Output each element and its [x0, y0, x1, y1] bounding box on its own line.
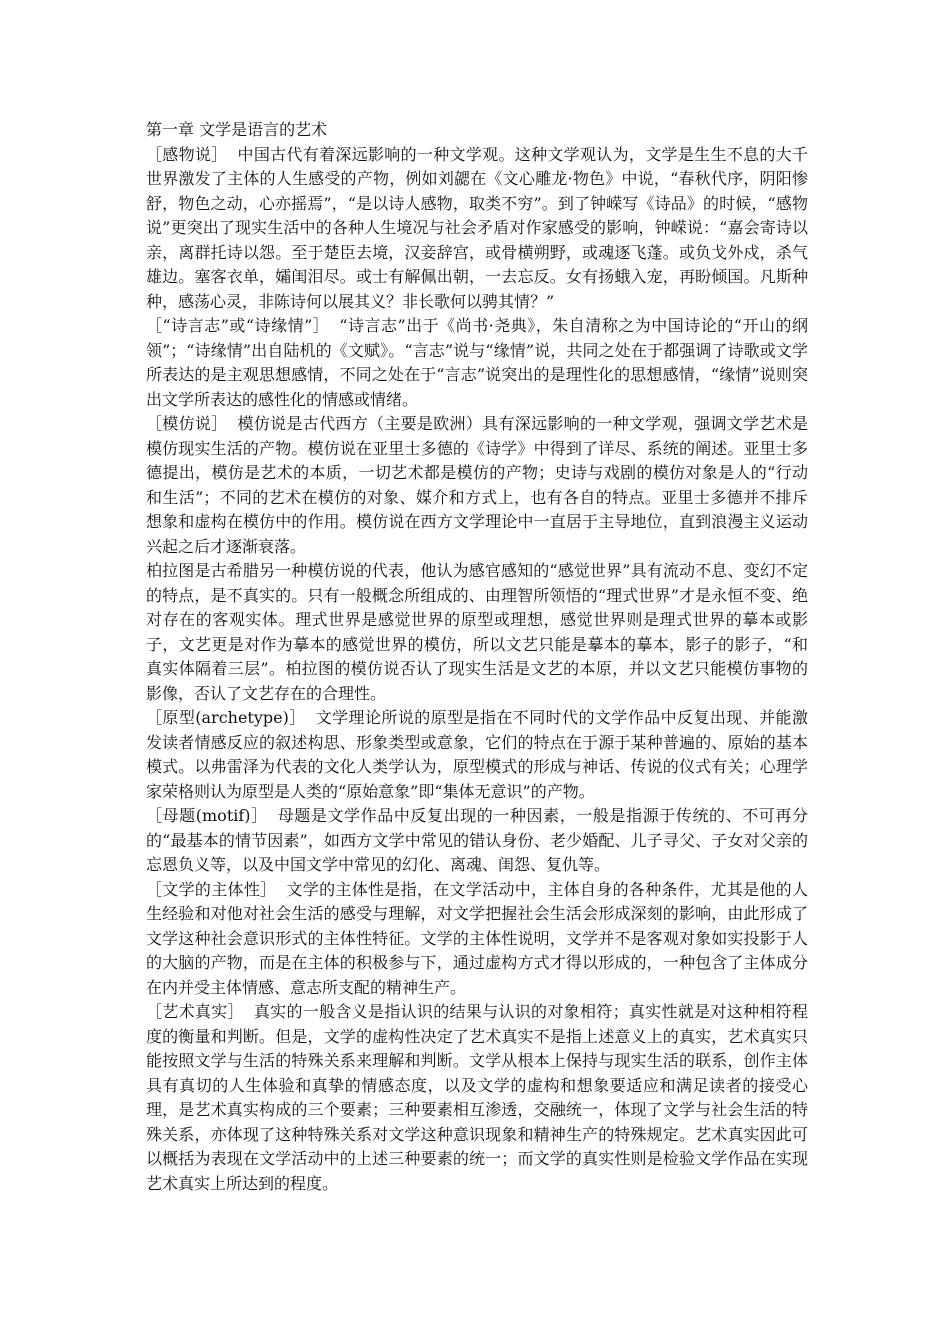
term-label: ［“诗言志”或“诗缘情”］: [146, 316, 330, 335]
section-text: 中国古代有着深远影响的一种文学观。这种文学观认为，文学是生生不息的大千世界激发了主体的人生感受的产物，例如刘勰在《文心雕龙·物色》中说，“春秋代序，阴阳惨舒，物色之动，心亦摇焉”，“是以诗人感物，取类不穷”。到了钟嵘写《诗品》的时候，“感物说”更突出了现实生活中的各种人生境况与社会矛盾对作家感受的影响，钟嵘说：“嘉会寄诗以亲，离群托诗以怨。至于楚臣去境，汉妾辞宫，或骨横朔野，或魂逐飞蓬。或负戈外戍，杀气雄边。塞客衣单，孀闺泪尽。或士有解佩出朝，一去忘反。女有扬蛾入宠，再盼倾国。凡斯种种，感荡心灵，非陈诗何以展其义？非长歌何以骋其情？”: [146, 144, 808, 311]
section-text: 柏拉图是古希腊另一种模仿说的代表，他认为感官感知的“感觉世界”具有流动不息、变幻不定的特点，是不真实的。只有一般概念所组成的、由理智所领悟的“理式世界”才是永恒不变、绝对存在的客观实体。理式世界是感觉世界的原型或理想，感觉世界则是理式世界的摹本或影子，文艺更是对作为摹本的感觉世界的模仿，所以文艺只能是摹本的摹本，影子的影子，“和真实体隔着三层”。柏拉图的模仿说否认了现实生活是文艺的本原，并以文艺只能模仿事物的影像，否认了文艺存在的合理性。: [146, 561, 808, 703]
term-label: ［艺术真实］: [146, 1002, 244, 1021]
section-text: 文学理论所说的原型是指在不同时代的文学作品中反复出现、并能激发读者情感反应的叙述构思、形象类型或意象，它们的特点在于源于某种普遍的、原始的基本模式。以弗雷泽为代表的文化人类学认为，原型模式的形成与神话、传说的仪式有关；心理学家荣格则认为原型是人类的“原始意象”即“集体无意识”的产物。: [146, 708, 808, 801]
section-artistic-truth: [146, 1000, 808, 1196]
section-text: 母题是文学作品中反复出现的一种因素，一般是指源于传统的、不可再分的“最基本的情节因素”，如西方文学中常见的错认身份、老少婚配、儿子寻父、子女对父亲的忘恩负义等，以及中国文学中常见的幻化、离魂、闺怨、复仇等。: [146, 806, 808, 874]
section-plato-paragraph: [146, 559, 808, 706]
chapter-title: 第一章 文学是语言的艺术: [146, 120, 328, 139]
term-label: ［感物说］: [146, 144, 228, 164]
term-label: ［文学的主体性］: [146, 879, 277, 899]
document-page: [146, 118, 808, 1196]
section-motif: [146, 804, 808, 878]
term-label: ［模仿说］: [146, 414, 228, 433]
term-label: ［母题(motif)］: [146, 806, 268, 825]
term-label: ［原型(archetype)］: [146, 708, 306, 727]
section-text: “诗言志”出于《尚书·尧典》，朱自清称之为中国诗论的“开山的纲领”；“诗缘情”出自陆机的《文赋》。“言志”说与“缘情”说，共同之处在于都强调了诗歌或文学所表达的是主观思想感情，不同之处在于“言志”说突出的是理性化的思想感情，“缘情”说则突出文学所表达的感性化的情感或情绪。: [146, 316, 808, 409]
section-text: 真实的一般含义是指认识的结果与认识的对象相符；真实性就是对这种相符程度的衡量和判断。但是，文学的虚构性决定了艺术真实不是指上述意义上的真实，艺术真实只能按照文学与生活的特殊关系来理解和判断。文学从根本上保持与现实生活的联系，创作主体具有真切的人生体验和真挚的情感态度，以及文学的虚构和想象要适应和满足读者的接受心理，是艺术真实构成的三个要素；三种要素相互渗透，交融统一，体现了文学与社会生活的特殊关系，亦体现了这种特殊关系对文学这种意识现象和精神生产的特殊规定。艺术真实因此可以概括为表现在文学活动中的上述三种要素的统一；而文学的真实性则是检验文学作品在实现艺术真实上所达到的程度。: [146, 1002, 808, 1193]
section-gan-wu-shuo: [146, 143, 808, 315]
section-text: 模仿说是古代西方（主要是欧洲）具有深远影响的一种文学观，强调文学艺术是模仿现实生活的产物。模仿说在亚里士多德的《诗学》中得到了详尽、系统的阐述。亚里士多德提出，模仿是艺术的本质，一切艺术都是模仿的产物；史诗与戏剧的模仿对象是人的“行动和生活”；不同的艺术在模仿的对象、媒介和方式上，也有各自的特点。亚里士多德并不排斥想象和虚构在模仿中的作用。模仿说在西方文学理论中一直居于主导地位，直到浪漫主义运动兴起之后才逐渐衰落。: [146, 414, 808, 556]
section-subjectivity: [146, 878, 808, 1001]
section-mo-fang-shuo: [146, 412, 808, 559]
section-shi-yan-zhi: [146, 314, 808, 412]
section-text: 文学的主体性是指，在文学活动中，主体自身的各种条件，尤其是他的人生经验和对他对社会生活的感受与理解，对文学把握社会生活会形成深刻的影响，由此形成了文学这种社会意识形式的主体性特征。文学的主体性说明，文学并不是客观对象如实投影于人的大脑的产物，而是在主体的积极参与下，通过虚构方式才得以形成的，一种包含了主体成分在内并受主体情感、意志所支配的精神生产。: [146, 879, 808, 997]
section-archetype: [146, 706, 808, 804]
